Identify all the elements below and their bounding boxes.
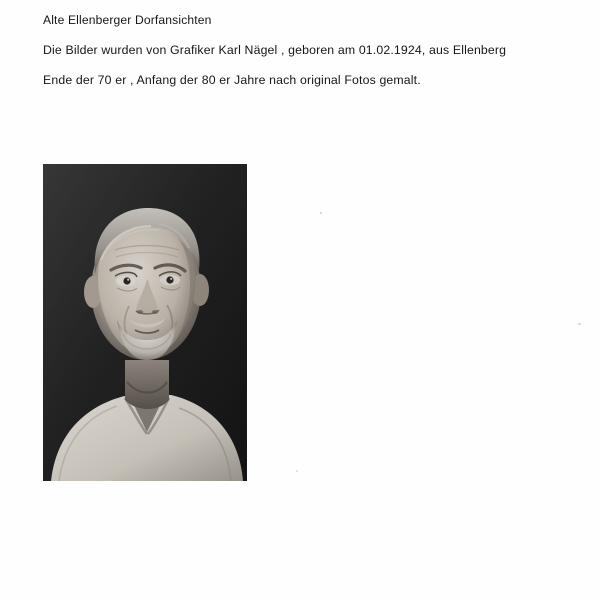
- portrait-photo-image: [43, 164, 247, 481]
- scan-speck: [320, 212, 322, 214]
- document-text-block: [43, 14, 588, 87]
- document-title: Alte Ellenberger Dorfansichten: [43, 13, 212, 27]
- scan-speck: [578, 323, 581, 325]
- document-paragraph-line-2: Ende der 70 er , Anfang der 80 er Jahre nach original Fotos gemalt.: [43, 73, 421, 88]
- scan-speck: [296, 470, 298, 472]
- document-paragraph-line-1: Die Bilder wurden von Grafiker Karl Nägel , geboren am 01.02.1924, aus Ellenberg: [43, 43, 507, 58]
- portrait-photo: [43, 164, 247, 481]
